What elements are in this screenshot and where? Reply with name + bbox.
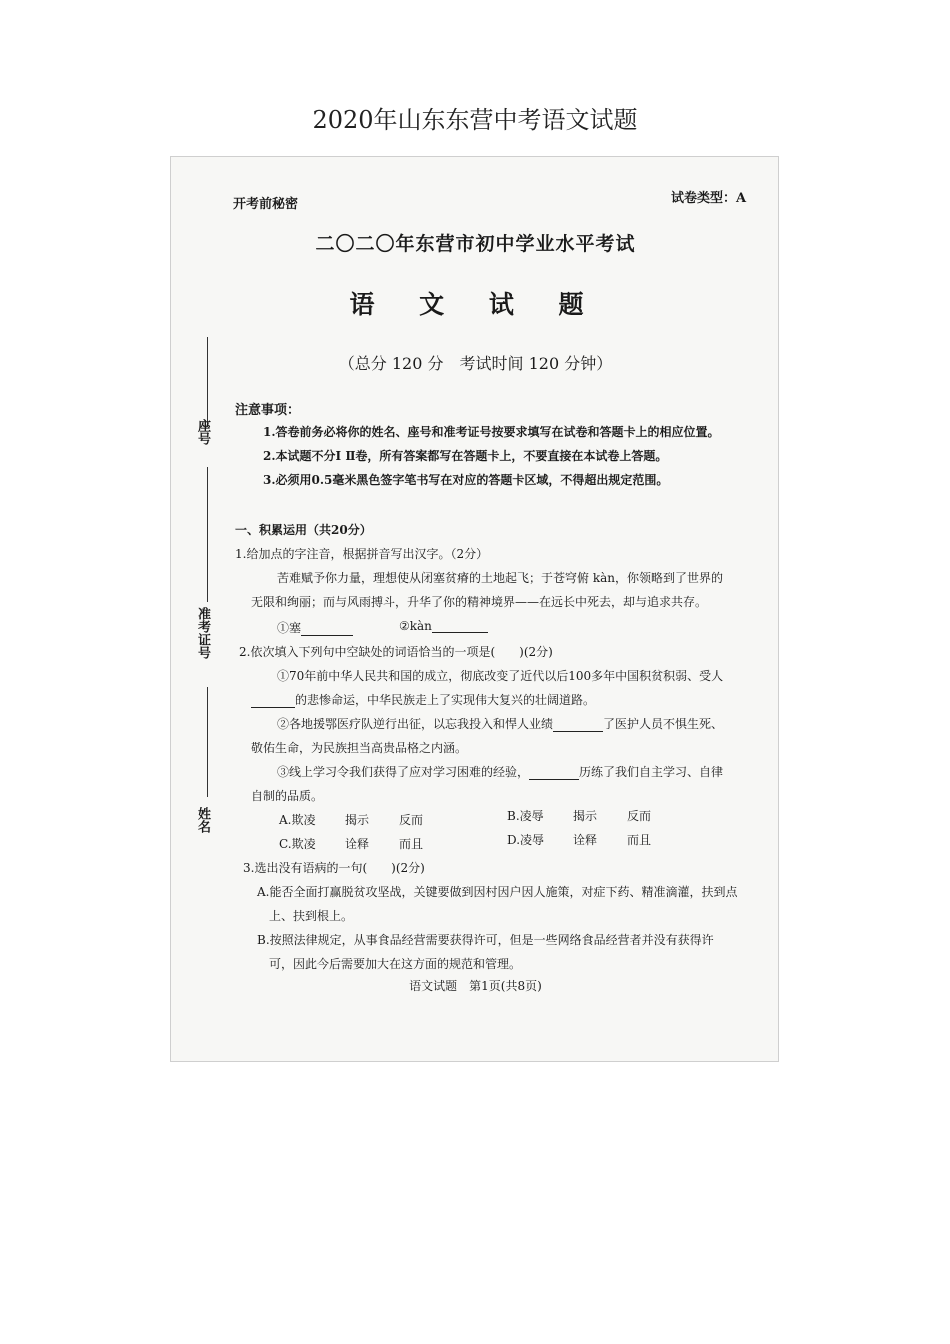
paper-type-label: 试卷类型：A — [671, 191, 747, 206]
q2-sentence-line: ①70年前中华人民共和国的成立，彻底改变了近代以后100多年中国积贫积弱、受人 — [277, 669, 724, 683]
option-a-letter-word: A.欺凌 — [279, 813, 316, 827]
answer-blank — [301, 635, 353, 636]
name-line — [207, 687, 208, 797]
q2-sentence-line — [251, 691, 595, 708]
question-1-stem: 1.给加点的字注音，根据拼音写出汉字。（2分） — [235, 547, 489, 561]
scanned-exam-page — [170, 156, 779, 1062]
q2-sentence-text: 了医护人员不惧生死、 — [603, 717, 724, 731]
notice-item: 3.必须用0.5毫米黑色签字笔书写在对应的答题卡区域，不得超出规定范围。 — [263, 473, 669, 487]
option-d-word: 诠释 — [573, 833, 598, 847]
notice-item: 1.答卷前务必将你的姓名、座号和准考证号按要求填写在试卷和答题卡上的相应位置。 — [263, 425, 720, 439]
answer-blank — [529, 779, 579, 780]
q1-passage-line: 苦难赋予你力量，理想使从闭塞贫瘠的土地起飞；于苍穹俯 kàn，你领略到了世界的 — [277, 571, 723, 585]
q1-passage-line: 无限和绚丽；而与风雨搏斗，升华了你的精神境界——在远长中死去，却与追求共存。 — [251, 595, 708, 609]
q2-sentence-text: 历练了我们自主学习、自律 — [579, 765, 724, 779]
option-a-word: 揭示 — [345, 813, 370, 827]
section-heading: 一、积累运用（共20分） — [235, 523, 372, 537]
notice-heading: 注意事项： — [235, 403, 301, 418]
option-d-letter-word: D.凌辱 — [507, 833, 545, 847]
q3-option-a-line: 上、扶到根上。 — [269, 909, 354, 923]
page-footer: 语文试题 第1页(共8页) — [409, 979, 542, 993]
option-d-word: 而且 — [627, 833, 652, 847]
answer-blank — [553, 731, 603, 732]
option-b-letter-word: B.凌辱 — [507, 809, 544, 823]
exam-id-label: 准考证号 — [195, 607, 210, 659]
option-c — [279, 835, 423, 852]
option-b-word: 揭示 — [573, 809, 598, 823]
option-c-word: 而且 — [399, 837, 424, 851]
option-b — [507, 807, 651, 824]
seat-number-line — [207, 337, 208, 427]
q2-sentence-text: ②各地援鄂医疗队逆行出征，以忘我投入和悍人业绩 — [277, 717, 554, 731]
exam-name: 二〇二〇年东营市初中学业水平考试 — [315, 233, 636, 255]
name-label: 姓名 — [195, 807, 210, 833]
notice-item: 2.本试题不分Ⅰ Ⅱ卷，所有答案都写在答题卡上，不要直接在本试卷上答题。 — [263, 449, 668, 463]
q1-blank-2-label: ②kàn — [399, 619, 432, 633]
q1-blank-1-label: ①塞 — [277, 621, 302, 635]
question-2-stem: 2.依次填入下列句中空缺处的词语恰当的一项是( )(2分) — [239, 645, 553, 659]
exam-id-line — [207, 467, 208, 602]
q2-sentence-line — [277, 715, 723, 732]
option-d — [507, 831, 651, 848]
q3-option-b-line: 可，因此今后需要加大在这方面的规范和管理。 — [269, 957, 522, 971]
subject-title: 语 文 试 题 — [349, 290, 602, 319]
option-c-letter-word: C.欺凌 — [279, 837, 316, 851]
option-a-word: 反而 — [399, 813, 424, 827]
option-c-word: 诠释 — [345, 837, 370, 851]
q2-sentence-line: 自制的品质。 — [251, 789, 324, 803]
q1-blank-2 — [399, 619, 488, 633]
confidential-label: 开考前秘密 — [233, 197, 299, 212]
answer-blank — [432, 632, 488, 633]
question-3-stem: 3.选出没有语病的一句( )(2分) — [243, 861, 425, 875]
document-title: 2020年山东东营中考语文试题 — [312, 106, 638, 134]
q2-sentence-text: ③线上学习令我们获得了应对学习困难的经验， — [277, 765, 530, 779]
q1-blank-1 — [277, 619, 353, 636]
q2-sentence-text: 的悲惨命运，中华民族走上了实现伟大复兴的壮阔道路。 — [295, 693, 596, 707]
option-a — [279, 811, 423, 828]
seat-number-label: 座号 — [195, 419, 210, 445]
score-time-info: （总分 120 分 考试时间 120 分钟） — [338, 354, 613, 373]
answer-blank — [251, 707, 295, 708]
q2-sentence-line — [277, 763, 723, 780]
q2-sentence-line: 敬佑生命，为民族担当高贵品格之内涵。 — [251, 741, 468, 755]
q3-option-b-line: B.按照法律规定，从事食品经营需要获得许可，但是一些网络食品经营者并没有获得许 — [257, 933, 714, 947]
q3-option-a-line: A.能否全面打赢脱贫攻坚战，关键要做到因村因户因人施策，对症下药、精准滴灌，扶到点 — [257, 885, 738, 899]
option-b-word: 反而 — [627, 809, 652, 823]
